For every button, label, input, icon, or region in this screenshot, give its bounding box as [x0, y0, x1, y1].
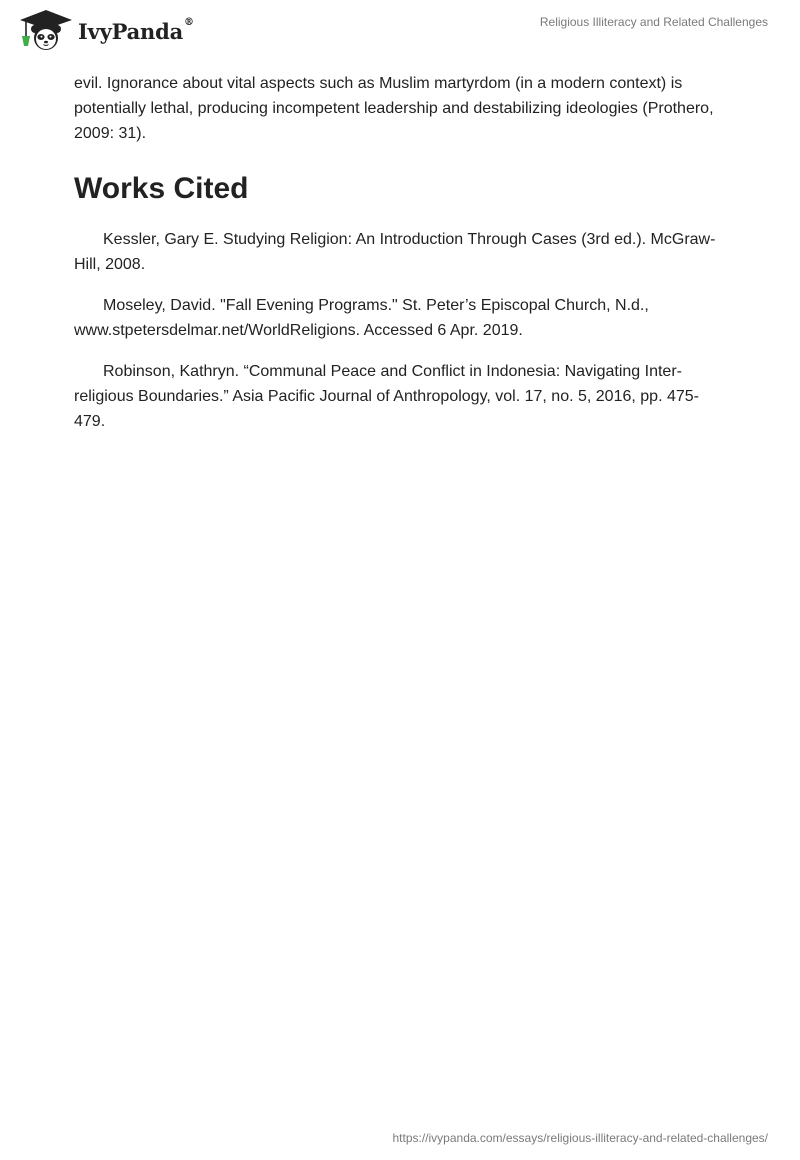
citation-item: Kessler, Gary E. Studying Religion: An Introduction Through Cases (3rd ed.). McGraw-Hill, 2008.: [74, 231, 716, 273]
body-paragraph: evil. Ignorance about vital aspects such as Muslim martyrdom (in a modern context) is potentially lethal, producing incompetent leadership and destabilizing ideologies (Prothero, 2009: 31).: [74, 75, 714, 142]
logo-wordmark: [78, 16, 194, 44]
ivypanda-logo[interactable]: [16, 8, 194, 52]
registered-mark: ®: [184, 16, 194, 28]
citation-item: Robinson, Kathryn. “Communal Peace and Conflict in Indonesia: Navigating Inter-religious Boundaries.” Asia Pacific Journal of Anthropology, vol. 17, no. 5, 2016, pp. 475-479.: [74, 363, 699, 430]
logo-name: IvyPanda: [78, 18, 184, 44]
panda-graduate-icon: [16, 8, 76, 52]
page-header: [0, 0, 800, 60]
footer-url[interactable]: https://ivypanda.com/essays/religious-illiteracy-and-related-challenges/: [392, 1131, 768, 1145]
document-body: [74, 71, 724, 450]
works-cited-heading: Works Cited: [74, 172, 249, 205]
running-title: Religious Illiteracy and Related Challenges: [539, 15, 768, 29]
citation-item: Moseley, David. "Fall Evening Programs." St. Peter’s Episcopal Church, N.d., www.stpetersdelmar.net/WorldReligions. Accessed 6 Apr. 2019.: [74, 297, 649, 339]
